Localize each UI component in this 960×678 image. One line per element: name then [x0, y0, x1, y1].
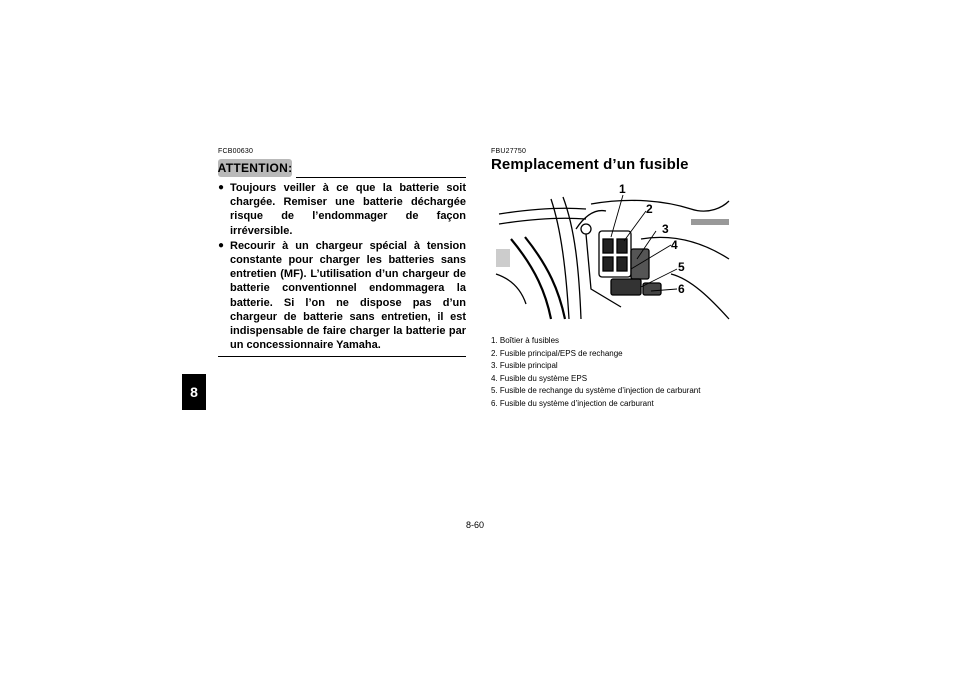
attention-list [218, 181, 466, 352]
fuse-box-illustration [491, 179, 731, 321]
bullet-icon: ● [218, 239, 225, 251]
attention-item-text: Recourir à un chargeur spécial à tension constante pour charger les batteries sans entretien (MF). L’utilisation d’un chargeur de batterie conventionnel endommagera la batterie. Si l’on ne dispose pas d’un chargeur de batterie sans entretien, il est indispensable de faire charger la batterie par un concessionnaire Yamaha. [230, 239, 466, 352]
attention-item [218, 239, 466, 353]
attention-item [218, 181, 466, 238]
bullet-icon: ● [218, 182, 225, 193]
callout-6: 6 [678, 282, 685, 296]
section-title: Remplacement d’un fusible [491, 156, 689, 173]
fuse-box-figure [491, 179, 731, 321]
section-code: FBU27750 [491, 148, 527, 155]
caption-item: 5. Fusible de rechange du système d’injection de carburant [491, 386, 701, 396]
callout-4: 4 [671, 238, 678, 252]
figure-captions [491, 335, 741, 411]
attention-header [218, 157, 466, 179]
attention-end-rule [218, 356, 466, 357]
caption-item: 1. Boîtier à fusibles [491, 336, 560, 345]
callout-1: 1 [619, 182, 626, 196]
attention-item-text: Toujours veiller à ce que la batterie soit chargée. Remiser une batterie déchargée risque de l’endommager de façon irréversible. [230, 182, 466, 237]
attention-code: FCB00630 [218, 148, 254, 155]
fuse-section [491, 148, 741, 411]
callout-5: 5 [678, 260, 685, 274]
attention-block [218, 148, 466, 357]
callout-3: 3 [662, 222, 669, 236]
page-number: 8-60 [466, 520, 485, 530]
caption-item: 6. Fusible du système d’injection de carburant [491, 398, 654, 408]
chapter-tab: 8 [182, 374, 206, 410]
caption-item: 4. Fusible du système EPS [491, 373, 588, 383]
caption-item: 2. Fusible principal/EPS de rechange [491, 348, 623, 358]
attention-rule [296, 177, 466, 178]
callout-2: 2 [646, 202, 653, 216]
attention-label: ATTENTION: [217, 161, 293, 175]
caption-item: 3. Fusible principal [491, 361, 558, 371]
